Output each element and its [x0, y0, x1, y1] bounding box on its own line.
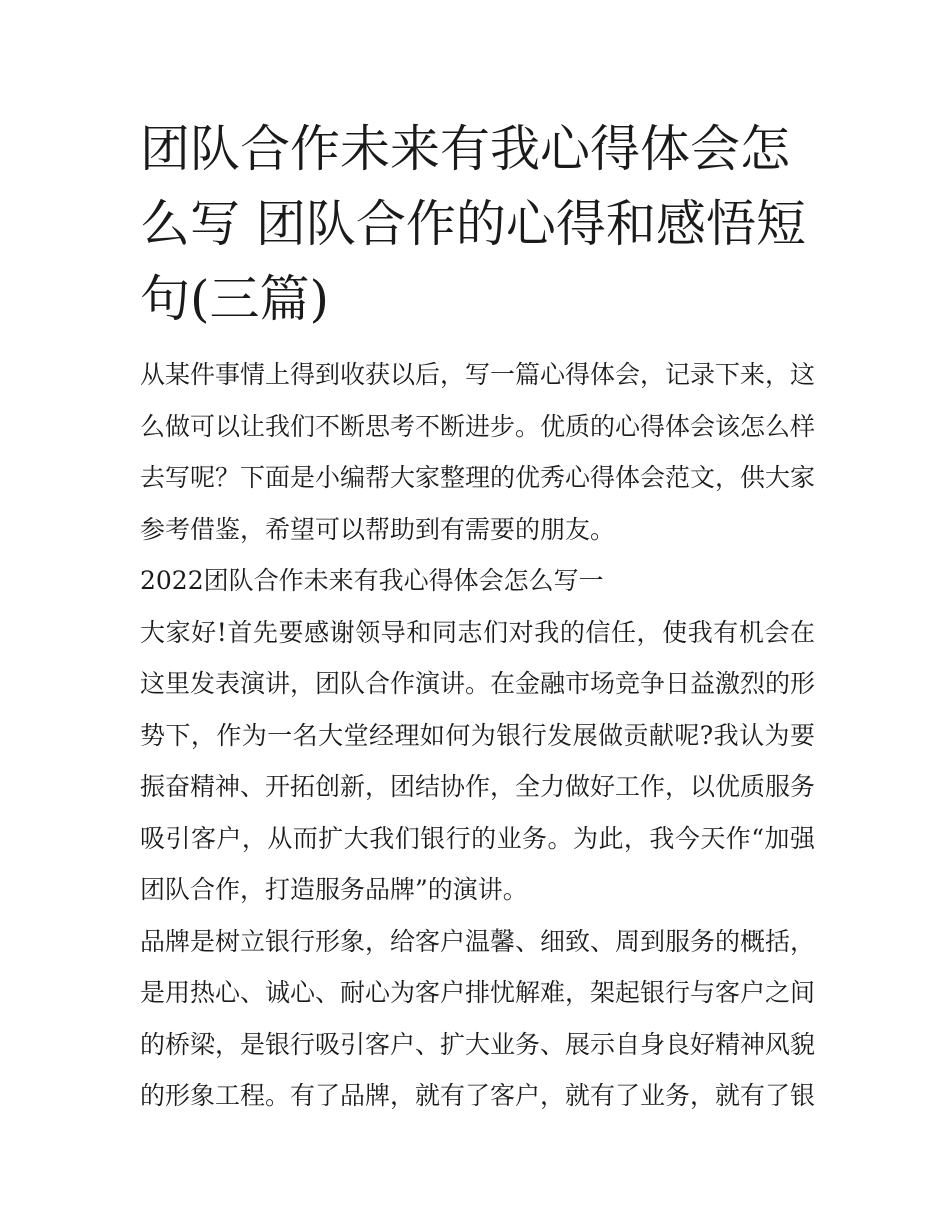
document-page	[140, 112, 815, 1122]
document-title: 团队合作未来有我心得体会怎么写 团队合作的心得和感悟短句(三篇)	[140, 120, 806, 328]
body-paragraph-2: 品牌是树立银行形象，给客户温馨、细致、周到服务的概括，是用热心、诚心、耐心为客户排忧解难，架起银行与客户之间的桥梁，是银行吸引客户、扩大业务、展示自身良好精神风貌的形象工程。有了品牌，就有了客户，就有了业务，就有了银	[140, 926, 816, 1110]
body-paragraph-1: 大家好!首先要感谢领导和同志们对我的信任，使我有机会在这里发表演讲，团队合作演讲。在金融市场竞争日益激烈的形势下，作为一名大堂经理如何为银行发展做贡献呢?我认为要振奋精神、开拓创新，团结协作，全力做好工作，以优质服务吸引客户，从而扩大我们银行的业务。为此，我今天作“加强团队合作，打造服务品牌”的演讲。	[140, 617, 816, 904]
intro-paragraph: 从某件事情上得到收获以后，写一篇心得体会，记录下来，这么做可以让我们不断思考不断进步。优质的心得体会该怎么样去写呢？下面是小编帮大家整理的优秀心得体会范文，供大家参考借鉴，希望可以帮助到有需要的朋友。	[140, 360, 816, 544]
section-heading: 2022团队合作未来有我心得体会怎么写一	[140, 566, 604, 595]
